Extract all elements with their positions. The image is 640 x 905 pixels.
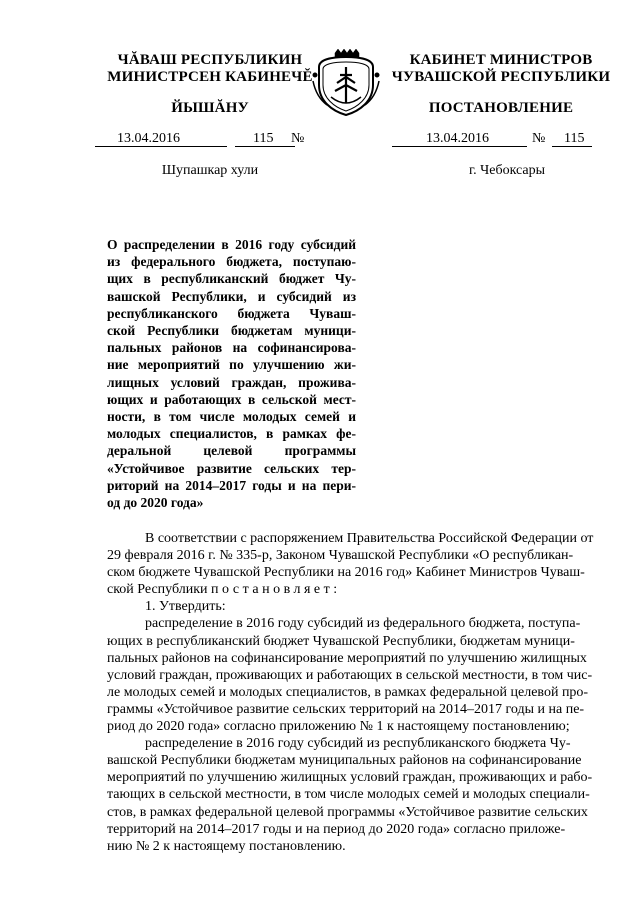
body-line (107, 581, 533, 598)
body-line-prefix: ской Республики (107, 582, 208, 598)
title-line: вашской Республики, и субсидий из (107, 288, 356, 304)
left-doc-type: ЙЫШĂНУ (171, 100, 249, 116)
title-line: щих в республиканский бюджет Чу- (107, 271, 356, 287)
right-doc-type: ПОСТАНОВЛЕНИЕ (428, 100, 574, 116)
body-line: ющих в республиканский бюджет Чувашской Республики, бюджетам муници- (107, 633, 575, 649)
left-header-title (95, 52, 325, 86)
title-line: лищных условий граждан, прожива- (107, 374, 356, 390)
body-line: вашской Республики бюджетам муниципальных районов на софинансирование (107, 753, 582, 769)
right-number-sign: № (532, 131, 546, 146)
body-line: нию № 2 к настоящему постановлению. (107, 838, 346, 854)
body-line: граммы «Устойчивое развитие сельских территорий на 2014–2017 годы и на пе- (107, 701, 585, 717)
right-header-line-1: КАБИНЕТ МИНИСТРОВ (409, 52, 593, 68)
left-city: Шупашкар хули (161, 163, 259, 178)
left-date: 13.04.2016 (117, 131, 180, 146)
body-line: условий граждан, проживающих и работающих в сельской местности, в том чис- (107, 667, 593, 683)
chuvash-coat-of-arms-icon (309, 45, 383, 119)
right-number: 115 (564, 131, 585, 146)
document-body (107, 530, 594, 855)
body-line: тающих в сельской местности, в том числе молодых семей и молодых специали- (107, 787, 590, 803)
body-line: распределение в 2016 году субсидий из республиканского бюджета Чу- (145, 736, 571, 752)
body-line: распределение в 2016 году субсидий из федерального бюджета, поступа- (145, 616, 581, 632)
body-line: стов, в рамках федеральной целевой программы «Устойчивое развитие сельских (107, 804, 588, 820)
body-line: мероприятий по улучшению жилищных условий граждан, проживающих и рабо- (107, 770, 593, 786)
right-header-line-2: ЧУВАШСКОЙ РЕСПУБЛИКИ (391, 69, 611, 85)
item-1: 1. Утвердить: (145, 599, 226, 615)
right-date-number-line (392, 131, 622, 147)
right-city: г. Чебоксары (468, 163, 546, 178)
body-line: риод до 2020 года» согласно приложению № 1 к настоящему постановлению; (107, 719, 570, 735)
title-line: ности, в том числе молодых семей и (107, 409, 356, 425)
right-header-title (386, 52, 616, 86)
title-line: пальных районов на софинансирова- (107, 340, 356, 356)
title-line: риторий на 2014–2017 годы и на пери- (107, 477, 356, 493)
title-line: од до 2020 года» (107, 495, 204, 511)
title-line: молодых специалистов, в рамках фе- (107, 426, 356, 442)
title-line: О распределении в 2016 году субсидий (107, 237, 356, 252)
left-date-number-line (95, 131, 325, 147)
body-line: ском бюджете Чувашской Республики на 2016 год» Кабинет Министров Чуваш- (107, 565, 585, 581)
body-line: В соответствии с распоряжением Правительства Российской Федерации от (145, 531, 594, 546)
title-line: «Устойчивое развитие сельских тер- (107, 460, 356, 476)
left-number-sign: № (291, 131, 305, 146)
document-title (107, 236, 356, 511)
left-header-line-2: МИНИСТРСЕН КАБИНЕЧĔ (107, 69, 313, 85)
title-line: деральной целевой программы (107, 443, 356, 459)
left-number: 115 (253, 131, 274, 146)
body-line: пальных районов на софинансирование мероприятий по улучшению жилищных (107, 650, 587, 666)
body-line: территорий на 2014–2017 годы и на период до 2020 года» согласно приложе- (107, 821, 566, 837)
title-line: ющих и работающих в сельской мест- (107, 391, 356, 407)
right-date: 13.04.2016 (426, 131, 489, 146)
body-line: 29 февраля 2016 г. № 335-р, Законом Чувашской Республики «О республикан- (107, 548, 574, 564)
title-line: ние мероприятий по улучшению жи- (107, 357, 356, 373)
title-line: из федерального бюджета, поступаю- (107, 254, 356, 270)
resolves-word: постановляет: (211, 582, 341, 598)
body-line: ле молодых семей и молодых специалистов, в рамках федеральной целевой про- (107, 684, 589, 700)
left-header-line-1: ЧĂВАШ РЕСПУБЛИКИН (117, 52, 303, 68)
title-line: ской Республики бюджетам муници- (107, 323, 356, 339)
title-line: республиканского бюджета Чуваш- (107, 305, 356, 321)
